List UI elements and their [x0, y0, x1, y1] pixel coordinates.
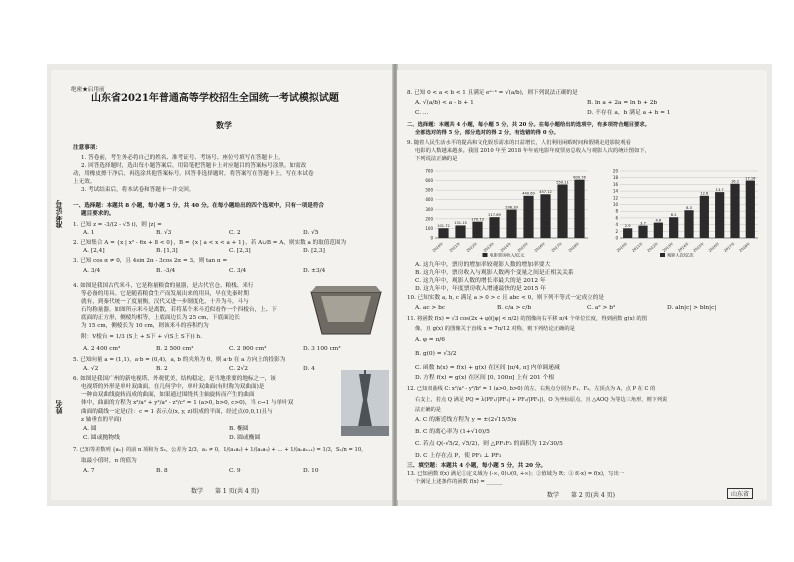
note-1: 1. 答卷前，考生务必将自己的姓名、准考证号、考场号、座位号填写在答题卡上。	[81, 155, 284, 161]
q11-option-c: C. 函数 h(x) = f(x) + g(x) 在区间 [π/4, π] 内单调递减	[415, 365, 560, 371]
data-label: 170.73	[471, 217, 484, 222]
data-label: 131.15	[454, 221, 467, 226]
question-11-line-2: 像，且 g(x) 的图像关于直线 x = 7π/12 对称，则下列结论正确的是	[415, 326, 575, 332]
question-9-line-1: 9. 随着人民生活水平的提高和文化娱乐需求的日益增长，人们利用闲暇时间和假期走进影院观看	[407, 140, 631, 146]
question-6-line-5: 曲面的截线一定是(注：c = 1 表示点(x, y, z)组成的平面，经过点(0,0,1)且与	[81, 409, 273, 415]
data-label: 217.69	[488, 212, 501, 217]
bar-2014年	[684, 210, 693, 238]
x-tick-label: 2015年	[516, 241, 530, 253]
q10-option-d: D. aln|c| > bln|c|	[667, 305, 717, 311]
question-4-line-1: 4. 如图是我国古代米斗，它是称量粮食的量器，是古代官仓、粮栈、米行	[73, 283, 254, 289]
y-tick-label: 6	[615, 215, 618, 221]
data-label: 6.2	[670, 213, 677, 218]
tv-tower-image	[341, 370, 389, 436]
q1-option-d: D. √5	[303, 230, 319, 236]
q1-option-a: A. 1	[83, 230, 95, 236]
legend-swatch	[660, 253, 665, 257]
page-1-footer: 数学 第 1 页(共 4 页)	[191, 488, 259, 495]
question-7-b: 取最小值时，n 的值为	[81, 458, 137, 464]
data-label: 13.7	[715, 187, 724, 192]
q7-option-a: A. 7	[83, 468, 95, 474]
scanned-exam-spread	[47, 64, 772, 506]
y-tick-label: 18	[612, 175, 618, 181]
q6-option-a: A. 圆	[83, 426, 97, 432]
data-label: 440.69	[522, 191, 535, 196]
question-3: 3. 已知 cos α ≠ 0，且 4sin 2α - 3cos 2α = 3，则 tan α =	[73, 258, 228, 264]
bar-2016年	[540, 194, 550, 238]
note-3: 3. 考试结束后，将本试卷和答题卡一并交回。	[81, 187, 195, 193]
question-13-line-2: 个满足上述条件的函数 f(x) = ______	[415, 479, 503, 485]
q5-option-d: D. 4	[303, 366, 315, 372]
q2-option-c: C. [2,3]	[229, 248, 251, 254]
question-6-line-6: z 轴垂直的平面)	[81, 417, 122, 423]
q6-option-b: B. 椭圆	[229, 426, 249, 432]
q10-option-a: A. ac > bc	[415, 305, 446, 311]
notes-title: 注意事项：	[73, 145, 101, 151]
y-tick-label: 16	[612, 181, 618, 187]
bar-2011年	[638, 226, 647, 238]
note-2: 2. 回答选择题时，选出每小题答案后，用铅笔把答题卡上对应题目的答案标号涂黑。如需改	[81, 163, 307, 169]
q9-option-c: C. 这九年中，观影人数的增长率最大的是 2012 年	[415, 278, 546, 284]
q12-option-d: D. C 上存在点 P，使 PF₁ ⊥ PF₂	[415, 453, 502, 459]
question-12-line-1: 12. 已知双曲线 C: x²/a² - y²/b² = 1 (a>0, b>0) 的左、右焦点分别为 F₁、F₂，左顶点为 A，点 P 在 C 的	[407, 386, 656, 392]
subject-title: 数学	[216, 120, 232, 130]
x-tick-label: 2012年	[646, 241, 659, 253]
q4-option-a: A. 2 400 cm³	[83, 346, 121, 352]
question-12-line-3: 法正确的是	[415, 407, 441, 413]
province-stamp: 山东省	[727, 488, 753, 499]
q5-option-c: C. 2√2	[229, 366, 248, 372]
question-4-line-2: 等必备的用具。它是随着粮食生产而发展出来的用具，早在先秦时期	[81, 291, 249, 297]
q1-option-b: B. √3	[156, 230, 172, 236]
exam-page-2	[397, 70, 767, 500]
x-tick-label: 2011年	[631, 241, 644, 253]
bar-2013年	[489, 217, 499, 238]
q12-option-c: C. 若点 Q(-√5/2, √5/2)，则 △PF₁F₂ 的面积为 12√30/5	[415, 441, 563, 447]
note-2b: 动，用橡皮擦干净后，再选涂其他答案标号。回答非选择题时，将答案写在答题卡上，写在本试卷	[73, 171, 314, 177]
y-tick-label: 10	[612, 202, 618, 207]
data-label: 609.76	[573, 175, 586, 180]
q5-option-a: A. √2	[83, 366, 99, 372]
y-tick-label: 0	[615, 235, 618, 241]
q3-option-d: D. ±3/4	[303, 268, 326, 274]
bar-2015年	[523, 196, 533, 238]
x-tick-label: 2017年	[723, 241, 736, 253]
x-tick-label: 2012年	[465, 241, 479, 253]
data-label: 2.9	[624, 224, 631, 229]
q2-option-a: A. [2,4]	[83, 248, 105, 254]
legend-label: 观影人次/亿次	[667, 252, 694, 258]
x-tick-label: 2016年	[533, 241, 547, 253]
question-4-formula: 附：V棱台 = 1/3 (S上 + S下 + √(S上 S下)) h.	[81, 334, 202, 340]
q11-option-a: A. φ = π/6	[415, 337, 445, 343]
question-4-line-5: 底面的正方形，侧棱均相等，上底面边长为 25 cm，下底面边长	[81, 315, 240, 321]
q9-option-a: A. 这九年中，票房的增加率较观影人数的增加率要大	[415, 262, 551, 268]
section-1-heading-b: 题目要求的。	[81, 211, 115, 217]
question-6-line-4: 体中，曲面的方程为 x²/a² + y²/a² - z²/c² = 1 (a>0, b>0, c>0)，当 c→1 与单叶双	[81, 400, 294, 406]
question-4-line-3: 就有，到秦代统一了度量衡，汉代又进一步制度化，十升为斗，斗与	[81, 299, 249, 305]
question-9-line-3: 下列说法正确的是	[415, 156, 458, 162]
y-tick-label: 700	[425, 168, 433, 174]
q8-option-c: C. ...	[415, 110, 429, 116]
legend-swatch	[483, 253, 488, 257]
bar-2017年	[557, 184, 567, 238]
section-3-heading: 三、填空题：本题共 4 小题，每小题 5 分，共 20 分。	[407, 463, 547, 469]
data-label: 101.72	[437, 224, 450, 229]
q9-option-d: D. 这九年中，年度票房收入增速最快的是 2015 年	[415, 286, 546, 292]
bar-2011年	[455, 225, 465, 238]
y-tick-label: 600	[425, 178, 433, 184]
x-tick-label: 2014年	[499, 241, 513, 253]
x-tick-label: 2011年	[448, 241, 462, 253]
data-label: 8.3	[686, 205, 692, 210]
q4-option-c: C. 2 900 cm³	[229, 346, 267, 352]
section-2-heading-b: 全部选对的得 5 分，部分选对的得 2 分，有选错的得 0 分。	[415, 130, 559, 136]
y-tick-label: 20	[612, 168, 618, 174]
q8-option-d: D. 不存在 a，b 满足 a + b = 1	[587, 110, 671, 116]
section-1-heading: 一、选择题：本题共 8 小题，每小题 5 分，共 40 分。在每小题给出的四个选项中，只有一项是符合	[73, 203, 325, 209]
x-tick-label: 2013年	[482, 241, 496, 253]
q3-option-c: C. 3/4	[229, 268, 247, 274]
data-label: 3.7	[640, 221, 646, 226]
q2-option-b: B. [1,3]	[156, 248, 178, 254]
q5-option-b: B. 2	[156, 366, 168, 372]
y-tick-label: 12	[612, 195, 618, 201]
bar-2016年	[715, 192, 724, 238]
legend-label: 电影票房收入/亿元	[489, 252, 525, 258]
note-2c: 上无效。	[73, 179, 96, 185]
y-tick-label: 300	[425, 206, 433, 212]
section-2-heading: 二、选择题：本题共 4 小题，每小题 5 分，共 20 分。在每小题给出的选项中，有多项符合题目要求。	[407, 122, 650, 128]
y-tick-label: 500	[425, 187, 433, 193]
question-7: 7. 已知等差数列 {aₙ} 的前 n 项和为 Sₙ，公差为 2/3，a₁ ≠ 0，1/(a₁a₂) + 1/(a₂a₃) + … + 1/(aₙaₙ₊₁) = 1/3，Sₙ/n = 10，	[73, 447, 367, 453]
data-label: 457.12	[539, 190, 552, 195]
q6-option-d: D. 圆或椭圆	[229, 435, 261, 441]
bar-2015年	[700, 196, 709, 238]
q2-option-d: D. [2,3]	[303, 248, 325, 254]
q10-option-b: B. c/a > c/b	[497, 305, 532, 311]
data-label: 559.11	[556, 180, 569, 185]
q8-option-a: A. √(a/b) < a - b + 1	[415, 100, 474, 106]
q7-option-b: B. 8	[156, 468, 168, 474]
q9-option-b: B. 这九年中，票房收入与观影人数两个变量之间是正相关关系	[415, 270, 574, 276]
y-tick-label: 2	[615, 228, 618, 234]
q3-option-a: A. 3/4	[83, 268, 101, 274]
q7-option-d: D. 10	[303, 468, 319, 474]
question-12-line-2: 右支上，若点 Q 满足 PQ = λ(PF₁/|PF₁| + PF₂/|PF₂|)，O 为坐标原点，且 △AOQ 为等边三角形，则下列说	[415, 397, 668, 403]
page-2-footer: 数学 第 2 页(共 4 页)	[547, 492, 615, 499]
question-6-line-2: 电视塔的外形是单叶双曲面，在几何学中，单叶双曲面(有时称为双曲面)是	[81, 384, 265, 390]
x-tick-label: 2014年	[677, 241, 690, 253]
rice-measure-image	[306, 282, 386, 340]
q1-option-c: C. 2	[229, 230, 241, 236]
q11-option-d: D. 方程 f(x) = g(x) 在区间 [0, 100π] 上有 201 个根	[415, 375, 555, 381]
x-tick-label: 2013年	[661, 241, 675, 253]
question-4-line-4: 石均称量器。如图所示米斗是离散，若将某个米斗近似看作一个四棱台，上、下	[81, 307, 277, 313]
x-tick-label: 2018年	[567, 241, 581, 253]
question-9-line-2: 电影的人数越来越多。我国 2010 年至 2018 年年底电影年度票房总收入与观影人次的统计图如下，	[415, 148, 650, 154]
y-tick-label: 100	[425, 225, 433, 231]
box-office-chart	[417, 165, 592, 260]
bar-2018年	[746, 181, 755, 238]
q12-option-a: A. C 的渐近线方程为 y = ±(2√15/5)x	[415, 417, 517, 423]
x-tick-label: 2018年	[738, 241, 751, 253]
q11-option-b: B. g(0) = √3/2	[415, 351, 457, 357]
q8-option-b: B. ln a + 2a = ln b + 2b	[587, 100, 658, 106]
q4-option-b: B. 2 500 cm³	[156, 346, 194, 352]
bar-2013年	[669, 217, 678, 238]
bar-2018年	[574, 180, 584, 238]
q4-option-d: D. 3 100 cm³	[303, 346, 341, 352]
exam-page-1	[51, 70, 393, 500]
q7-option-c: C. 9	[229, 468, 241, 474]
bar-2010年	[623, 228, 632, 238]
data-label: 16.2	[730, 179, 740, 184]
attendance-chart	[602, 165, 762, 260]
question-2: 2. 已知集合 A = {x | x² - 6x + 8 < 0}，B = {x | a < x < a + 1}，若 A∪B = A，则实数 a 的取值范围为	[73, 240, 347, 246]
question-8: 8. 已知 0 < a < b < 1 且满足 eᵃ⁻ᵇ = √(a/b)，则下列说法正确的是	[407, 90, 578, 96]
question-6-line-3: 一种由双曲线旋转而成的曲面，如果通过围绕其主轴旋转而产生的曲面	[81, 392, 255, 398]
data-label: 12.6	[700, 191, 709, 196]
secret-label: 绝密★启用前	[71, 87, 105, 93]
bar-2010年	[438, 228, 448, 238]
q6-option-c: C. 圆或抛物线	[83, 435, 120, 441]
question-11-line-1: 11. 将函数 f(x) = √3 cos(2x + φ)(|φ| < π/2) 的图像向右平移 π/4 个单位长度，得到函数 g(x) 的图	[407, 316, 647, 322]
data-label: 296.39	[505, 205, 518, 210]
y-tick-label: 0	[430, 235, 433, 241]
question-6-line-1: 6. 如图是我国广州的新电视塔，外观优美，结构稳定，是当地重要的地标之一，该	[73, 376, 276, 382]
q12-option-b: B. C 的离心率为 (1+√10)/5	[415, 429, 490, 435]
bar-2017年	[730, 184, 739, 238]
bar-2012年	[472, 222, 482, 238]
y-tick-label: 14	[612, 188, 618, 194]
question-5: 5. 已知向量 a = (1,1)，a·b = (0,4)，a, b 的夹角为 θ，则 a·b 在 a 方向上的投影为	[73, 357, 286, 363]
question-10: 10. 已知实数 a, b, c 满足 a > 0 > c 且 abc < 0，则下列不等式一定成立的是	[407, 295, 604, 301]
q3-option-b: B. -3/4	[156, 268, 176, 274]
question-4-line-6: 为 15 cm，侧棱长为 10 cm，则该米斗的容积约为	[81, 323, 209, 329]
y-tick-label: 4	[615, 222, 618, 228]
bar-2012年	[654, 223, 663, 238]
data-label: 17.16	[745, 176, 756, 181]
bar-2014年	[506, 210, 516, 238]
question-13-line-1: 13. 已知函数 f(x) 满足①定义域为 (-∞, 0)∪(0, +∞)；②值域为 R；③ f(-x) = f(x)，写出一	[407, 471, 625, 477]
side-label-exam-number: 准考证号	[54, 200, 63, 228]
x-tick-label: 2015年	[692, 241, 705, 253]
y-tick-label: 200	[425, 216, 433, 222]
x-tick-label: 2017年	[550, 241, 564, 253]
exam-title: 山东省2021年普通高等学校招生全国统一考试模拟试题	[91, 93, 339, 104]
q10-option-c: C. a² > b²	[587, 305, 616, 311]
x-tick-label: 2010年	[615, 241, 629, 253]
x-tick-label: 2016年	[707, 241, 721, 253]
question-1: 1. 已知 z = -3/(2 - √5 i)，则 |z| =	[73, 222, 162, 228]
side-label-name: 姓名	[54, 400, 63, 414]
data-label: 4.6	[655, 218, 662, 223]
y-tick-label: 8	[615, 208, 618, 214]
x-tick-label: 2010年	[431, 241, 445, 253]
y-tick-label: 400	[425, 197, 433, 203]
